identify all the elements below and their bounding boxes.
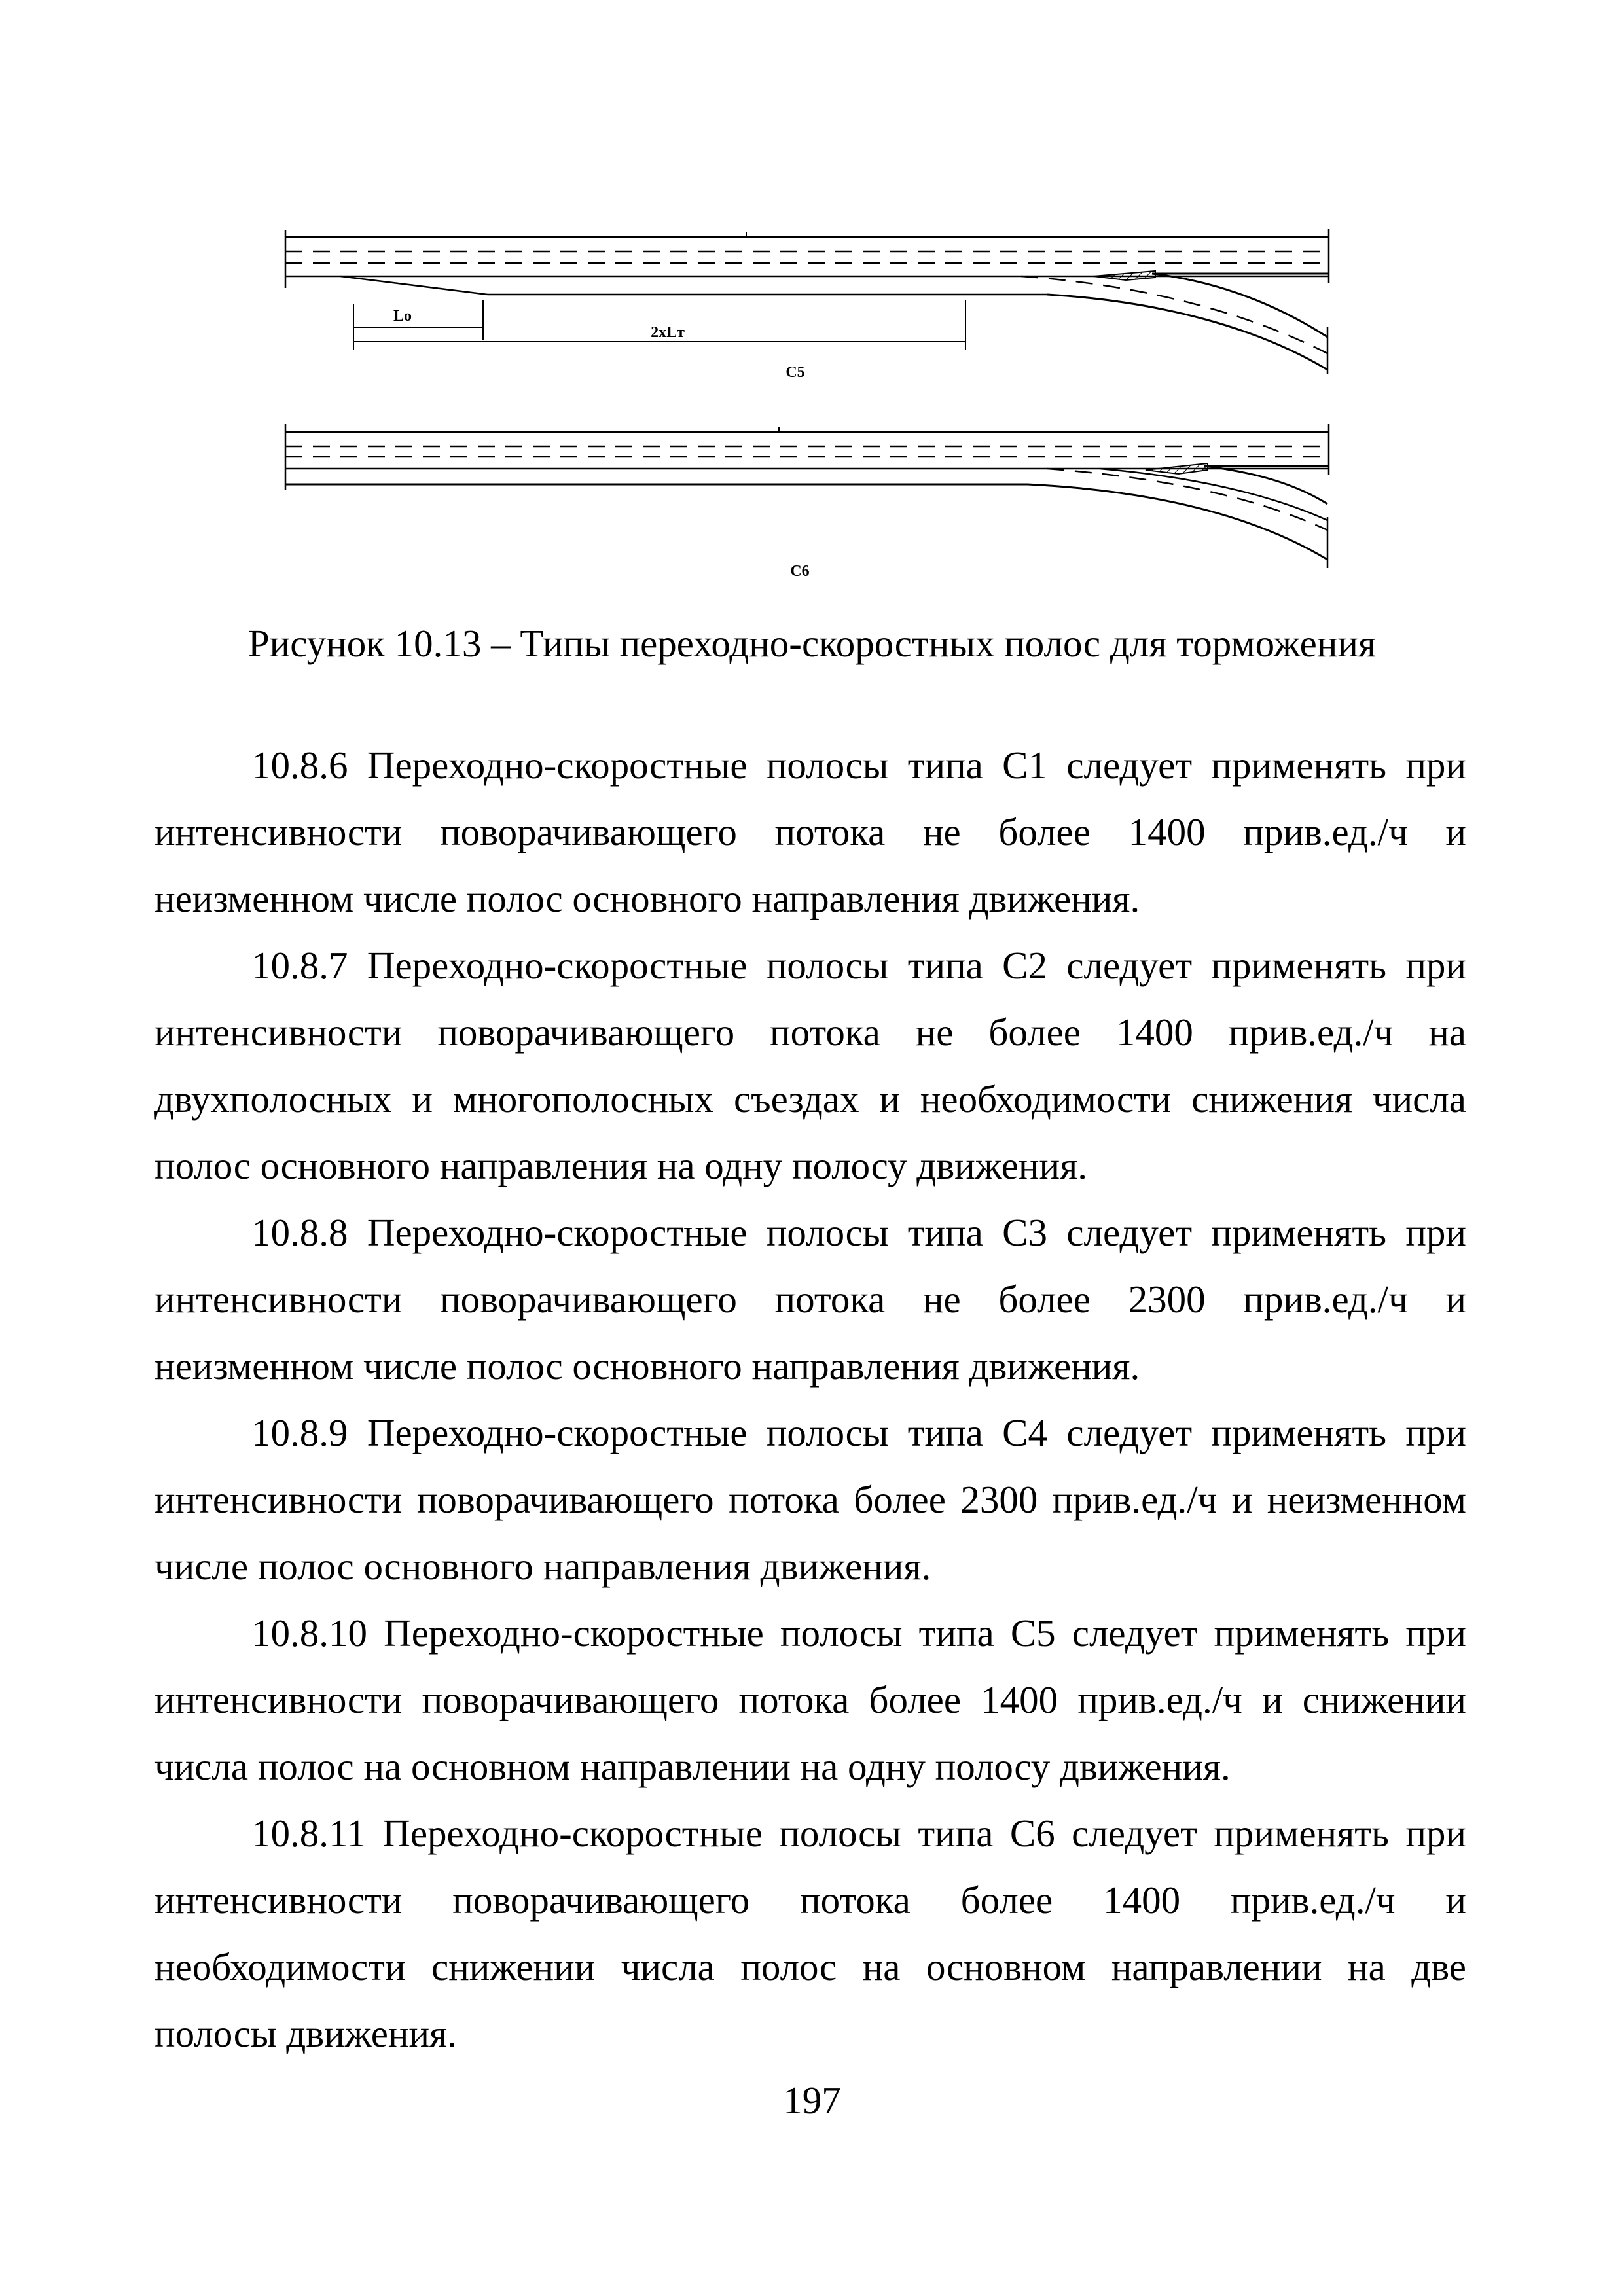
dimension-label-lo: Lo [393, 308, 412, 325]
diagram-label-c6: С6 [790, 563, 810, 580]
paragraph-10-8-6: 10.8.6 Переходно-скоростные полосы типа С1 следует применять при интенсивности поворачивающего потока не более 1400 прив.ед./ч и неизменном числе полос основного направления движения. [154, 744, 1466, 920]
page-number: 197 [783, 2079, 841, 2122]
paragraph-10-8-7: 10.8.7 Переходно-скоростные полосы типа С2 следует применять при интенсивности поворачивающего потока не более 1400 прив.ед./ч на двухполосных и многополосных съездах и необходимости снижения числа полос основного направления на одну полосу движения. [154, 944, 1466, 1187]
paragraph-10-8-10: 10.8.10 Переходно-скоростные полосы типа С5 следует применять при интенсивности поворачивающего потока более 1400 прив.ед./ч и снижении числа полос на основном направлении на одну полосу движения. [154, 1611, 1466, 1788]
body-text [154, 732, 1466, 2067]
diagram-c5 [285, 229, 1329, 374]
paragraph-10-8-8: 10.8.8 Переходно-скоростные полосы типа С3 следует применять при интенсивности поворачивающего потока не более 2300 прив.ед./ч и неизменном числе полос основного направления движения. [154, 1211, 1466, 1388]
figure [275, 223, 1335, 589]
figure-caption: Рисунок 10.13 – Типы переходно-скоростных полос для торможения [247, 622, 1377, 665]
paragraph-10-8-9: 10.8.9 Переходно-скоростные полосы типа С4 следует применять при интенсивности поворачивающего потока более 2300 прив.ед./ч и неизменном числе полос основного направления движения. [154, 1411, 1466, 1588]
paragraph-10-8-11: 10.8.11 Переходно-скоростные полосы типа С6 следует применять при интенсивности поворачивающего потока более 1400 прив.ед./ч и необходимости снижении числа полос на основном направлении на две полосы движения. [154, 1812, 1466, 2055]
lane-diagrams [275, 223, 1335, 589]
diagram-label-c5: С5 [785, 364, 805, 381]
dimension-label-2xlt: 2xLт [651, 324, 685, 341]
diagram-c6 [285, 424, 1329, 568]
